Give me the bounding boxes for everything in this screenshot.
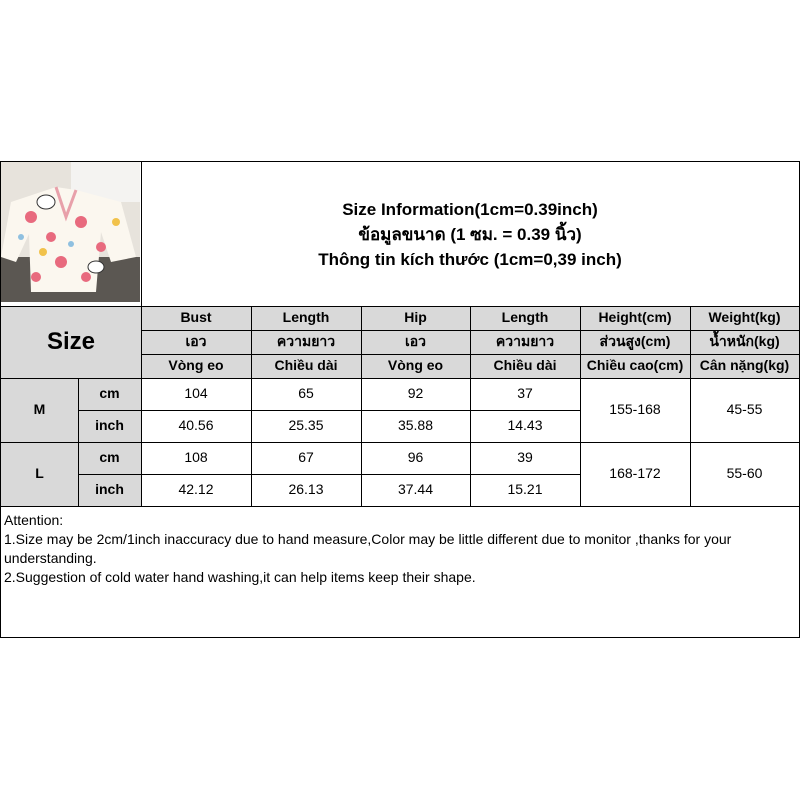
header-length-2-th: ความยาว [495, 333, 555, 350]
l-weight: 55-60 [726, 465, 763, 482]
header-height-th: ส่วนสูง(cm) [599, 333, 671, 350]
header-bust: Bust [180, 309, 212, 326]
m-height: 155-168 [609, 401, 661, 418]
unit-cm: cm [99, 385, 120, 402]
attention-note-2: 2.Suggestion of cold water hand washing,it can help items keep their shape. [4, 569, 476, 585]
attention-heading: Attention: [4, 512, 64, 528]
header-length-2-vi: Chiều dài [493, 357, 557, 374]
unit-inch: inch [95, 481, 124, 498]
header-length: Length [282, 309, 330, 326]
header-weight-vi: Cân nặng(kg) [699, 357, 790, 374]
header-hip-vi: Vòng eo [387, 357, 444, 374]
m-cm-bust: 104 [184, 385, 208, 402]
size-info-title [141, 162, 799, 306]
header-hip: Hip [404, 309, 427, 326]
l-inch-length: 26.13 [288, 481, 324, 498]
size-label: Size [46, 327, 96, 355]
title-th: ข้อมูลขนาด (1 ซม. = 0.39 นิ้ว) [358, 224, 582, 244]
header-height-vi: Chiều cao(cm) [586, 357, 684, 374]
m-inch-hip: 35.88 [397, 417, 434, 434]
attention-notes [4, 511, 794, 587]
m-cm-length-2: 37 [517, 385, 533, 402]
header-length-2: Length [501, 309, 549, 326]
m-cm-length: 65 [298, 385, 314, 402]
title-vi: Thông tin kích thước (1cm=0,39 inch) [318, 249, 622, 269]
l-inch-length-2: 15.21 [507, 481, 543, 498]
title-en: Size Information(1cm=0.39inch) [342, 199, 598, 219]
l-cm-length-2: 39 [517, 449, 533, 466]
header-height: Height(cm) [598, 309, 672, 326]
unit-inch: inch [95, 417, 124, 434]
unit-cm: cm [99, 449, 120, 466]
m-inch-length: 25.35 [288, 417, 324, 434]
product-photo [1, 162, 140, 302]
header-weight-th: น้ำหนัก(kg) [709, 333, 780, 350]
m-inch-bust: 40.56 [178, 417, 214, 434]
size-l: L [35, 465, 44, 482]
l-height: 168-172 [609, 465, 661, 482]
l-inch-bust: 42.12 [178, 481, 214, 498]
l-inch-hip: 37.44 [397, 481, 434, 498]
l-cm-bust: 108 [184, 449, 208, 466]
attention-note-1: 1.Size may be 2cm/1inch inaccuracy due to hand measure,Color may be little different due to monitor ,thanks for your understanding. [4, 531, 732, 566]
pajama-illustration [1, 162, 140, 302]
header-length-vi: Chiều dài [274, 357, 338, 374]
l-cm-hip: 96 [407, 449, 424, 466]
header-weight: Weight(kg) [708, 309, 781, 326]
size-chart [0, 161, 800, 638]
size-m: M [33, 401, 46, 418]
m-cm-hip: 92 [407, 385, 424, 402]
header-hip-th: เอว [404, 333, 427, 350]
l-cm-length: 67 [298, 449, 314, 466]
header-bust-th: เอว [185, 333, 207, 350]
header-bust-vi: Vòng eo [168, 357, 224, 374]
header-length-th: ความยาว [276, 333, 336, 350]
m-inch-length-2: 14.43 [507, 417, 543, 434]
m-weight: 45-55 [726, 401, 763, 418]
